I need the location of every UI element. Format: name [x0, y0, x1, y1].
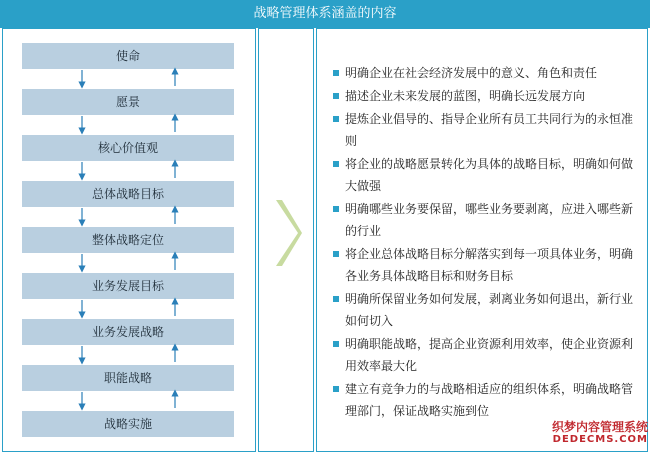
- watermark-line2: DEDECMS.COM: [552, 434, 648, 445]
- bullet-icon: [333, 161, 339, 167]
- bullet-icon: [333, 116, 339, 122]
- bullet-text: 明确职能战略，提高企业资源利用效率，使企业资源利用效率最大化: [345, 337, 634, 373]
- bullet-text: 明确企业在社会经济发展中的意义、角色和责任: [345, 66, 598, 80]
- header-title: 战略管理体系涵盖的内容: [253, 6, 397, 21]
- stage-box: 战略实施: [22, 411, 234, 437]
- bullet-icon: [333, 93, 339, 99]
- stage-box: 使命: [22, 43, 234, 69]
- stage-box: 业务发展目标: [22, 273, 234, 299]
- stage-box: 职能战略: [22, 365, 234, 391]
- bullet-icon: [333, 251, 339, 257]
- bullet-text: 将企业总体战略目标分解落实到每一项具体业务，明确各业务具体战略目标和财务目标: [345, 247, 634, 283]
- bullet-icon: [333, 296, 339, 302]
- bullet-text: 将企业的战略愿景转化为具体的战略目标，明确如何做大做强: [345, 157, 634, 193]
- bullet-icon: [333, 341, 339, 347]
- watermark-line1: 织梦内容管理系统: [551, 420, 648, 434]
- bullet-text: 描述企业未来发展的蓝图，明确长远发展方向: [345, 89, 586, 103]
- stage-box: 愿景: [22, 89, 234, 115]
- bullet-text: 明确所保留业务如何发展，剥离业务如何退出，新行业如何切入: [345, 292, 634, 328]
- stage-box: 总体战略目标: [22, 181, 234, 207]
- bullet-text: 建立有竞争力的与战略相适应的组织体系，明确战略管理部门，保证战略实施到位: [345, 382, 634, 418]
- bullet-icon: [333, 206, 339, 212]
- chevron-right-icon: [272, 198, 304, 268]
- bullet-text: 提炼企业倡导的、指导企业所有员工共同行为的永恒准则: [345, 112, 634, 148]
- flow-arrows: [0, 0, 260, 454]
- stage-box: 业务发展战略: [22, 319, 234, 345]
- bullet-icon: [333, 70, 339, 76]
- bullet-text: 明确哪些业务要保留，哪些业务要剥离，应进入哪些新的行业: [345, 202, 634, 238]
- stage-box: 核心价值观: [22, 135, 234, 161]
- stage-box: 整体战略定位: [22, 227, 234, 253]
- bullet-icon: [333, 386, 339, 392]
- watermark: [538, 420, 648, 446]
